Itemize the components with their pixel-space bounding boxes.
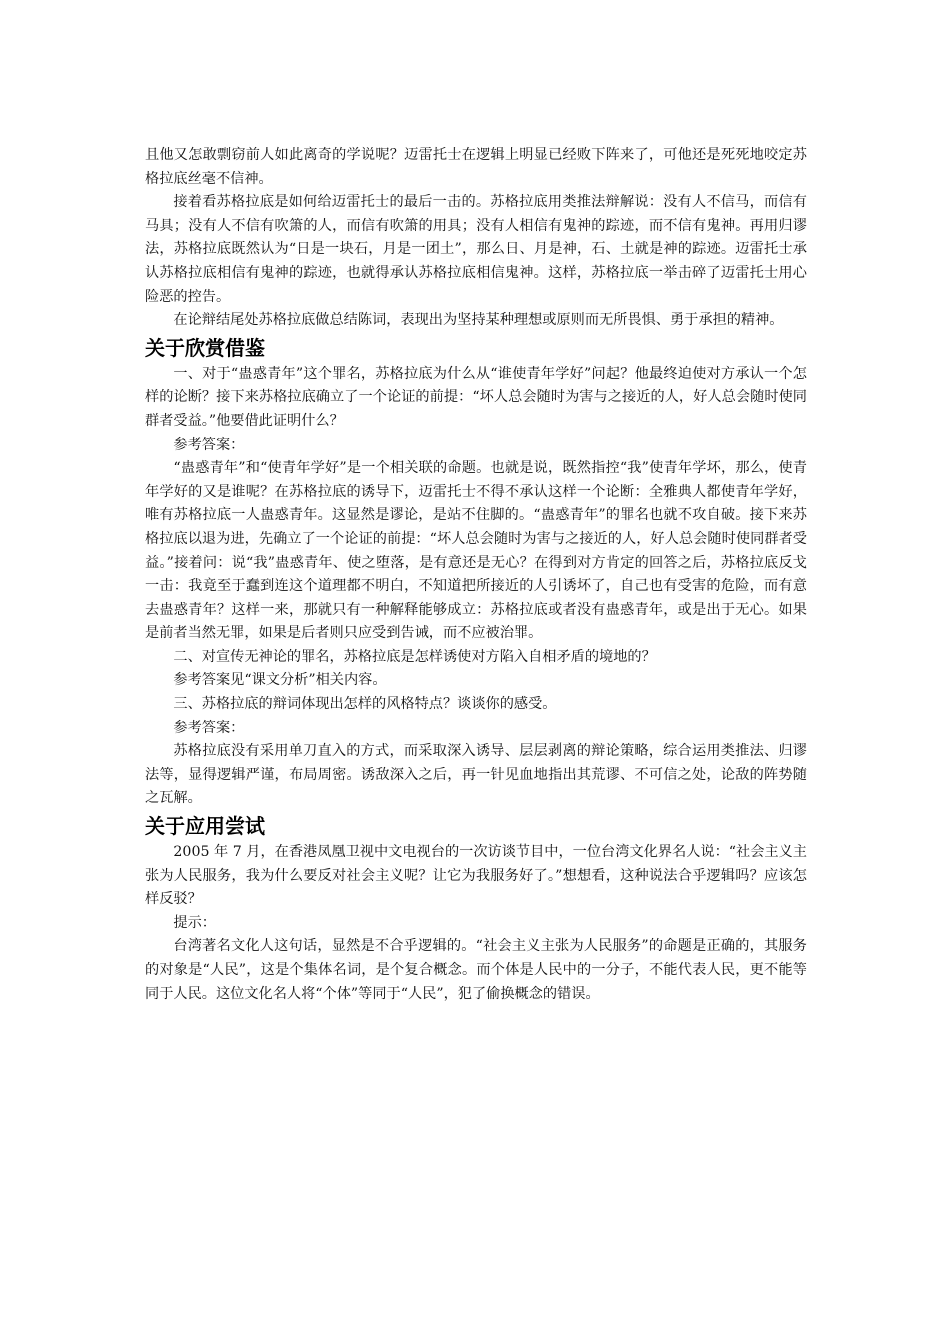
question-one: 一、对于“蛊惑青年”这个罪名，苏格拉底为什么从“谁使青年学好”问起？他最终迫使对方承认一个怎样的论断？接下来苏格拉底确立了一个论证的前提：“坏人总会随时为害与之接近的人，好人总会随时使同群者受益。”他要借此证明什么？ [145, 365, 807, 429]
question-three: 三、苏格拉底的辩词体现出怎样的风格特点？谈谈你的感受。 [173, 696, 557, 713]
section-heading-appreciation: 关于欣赏借鉴 [145, 335, 265, 360]
answer-label-one: 参考答案： [173, 436, 245, 453]
hint-text: 台湾著名文化人这句话，显然是不合乎逻辑的。“社会主义主张为人民服务”的命题是正确的，其服务的对象是“人民”，这是个集体名词，是个复合概念。而个体是人民中的一分子，不能代表人民，更不能等同于人民。这位文化名人将“个体”等同于“人民”，犯了偷换概念的错误。 [145, 938, 807, 1002]
paragraph-continuation: 且他又怎敢剽窃前人如此离奇的学说呢？迈雷托士在逻辑上明显已经败下阵来了，可他还是死死地咬定苏格拉底丝毫不信神。 [145, 147, 807, 187]
question-two: 二、对宣传无神论的罪名，苏格拉底是怎样诱使对方陷入自相矛盾的境地的？ [173, 648, 656, 665]
answer-label-three: 参考答案： [173, 719, 245, 736]
application-question: 2005 年 7 月，在香港凤凰卫视中文电视台的一次访谈节目中，一位台湾文化界名人说：“社会主义主张为人民服务，我为什么要反对社会主义呢？让它为我服务好了。”想想看，这种说法合乎逻辑吗？应该怎样反驳？ [145, 844, 807, 908]
answer-three: 苏格拉底没有采用单刀直入的方式，而采取深入诱导、层层剥离的辩论策略，综合运用类推法、归谬法等，显得逻辑严谨，布局周密。诱敌深入之后，再一针见血地指出其荒谬、不可信之处，论敌的阵势随之瓦解。 [145, 743, 807, 807]
paragraph-analogy-argument: 接着看苏格拉底是如何给迈雷托士的最后一击的。苏格拉底用类推法辩解说：没有人不信马，而信有马具；没有人不信有吹箫的人，而信有吹箫的用具；没有人相信有鬼神的踪迹，而不信有鬼神。再用归谬法，苏格拉底既然认为“日是一块石，月是一团土”，那么日、月是神，石、土就是神的踪迹。迈雷托士承认苏格拉底相信有鬼神的踪迹，也就得承认苏格拉底相信鬼神。这样，苏格拉底一举击碎了迈雷托士用心险恶的控告。 [145, 194, 807, 305]
document-page [145, 144, 807, 1006]
answer-two: 参考答案见“课文分析”相关内容。 [173, 672, 387, 689]
hint-label: 提示： [173, 914, 216, 931]
answer-one: “蛊惑青年”和“使青年学好”是一个相关联的命题。也就是说，既然指控“我”使青年学坏，那么，使青年学好的又是谁呢？在苏格拉底的诱导下，迈雷托士不得不承认这样一个论断：全雅典人都使青年学好，唯有苏格拉底一人蛊惑青年。这显然是谬论，是站不住脚的。“蛊惑青年”的罪名也就不攻自破。接下来苏格拉底以退为进，先确立了一个论证的前提：“坏人总会随时为害与之接近的人，好人总会随时使同群者受益。”接着问：说“我”蛊惑青年、使之堕落，是有意还是无心？在得到对方肯定的回答之后，苏格拉底反戈一击：我竟至于蠢到连这个道理都不明白，不知道把所接近的人引诱坏了，自己也有受害的危险，而有意去蛊惑青年？这样一来，那就只有一种解释能够成立：苏格拉底或者没有蛊惑青年，或是出于无心。如果是前者当然无罪，如果是后者则只应受到告诫，而不应被治罪。 [145, 460, 807, 642]
paragraph-closing-statement: 在论辩结尾处苏格拉底做总结陈词，表现出为坚持某种理想或原则而无所畏惧、勇于承担的精神。 [173, 312, 784, 329]
section-heading-application: 关于应用尝试 [145, 814, 265, 839]
